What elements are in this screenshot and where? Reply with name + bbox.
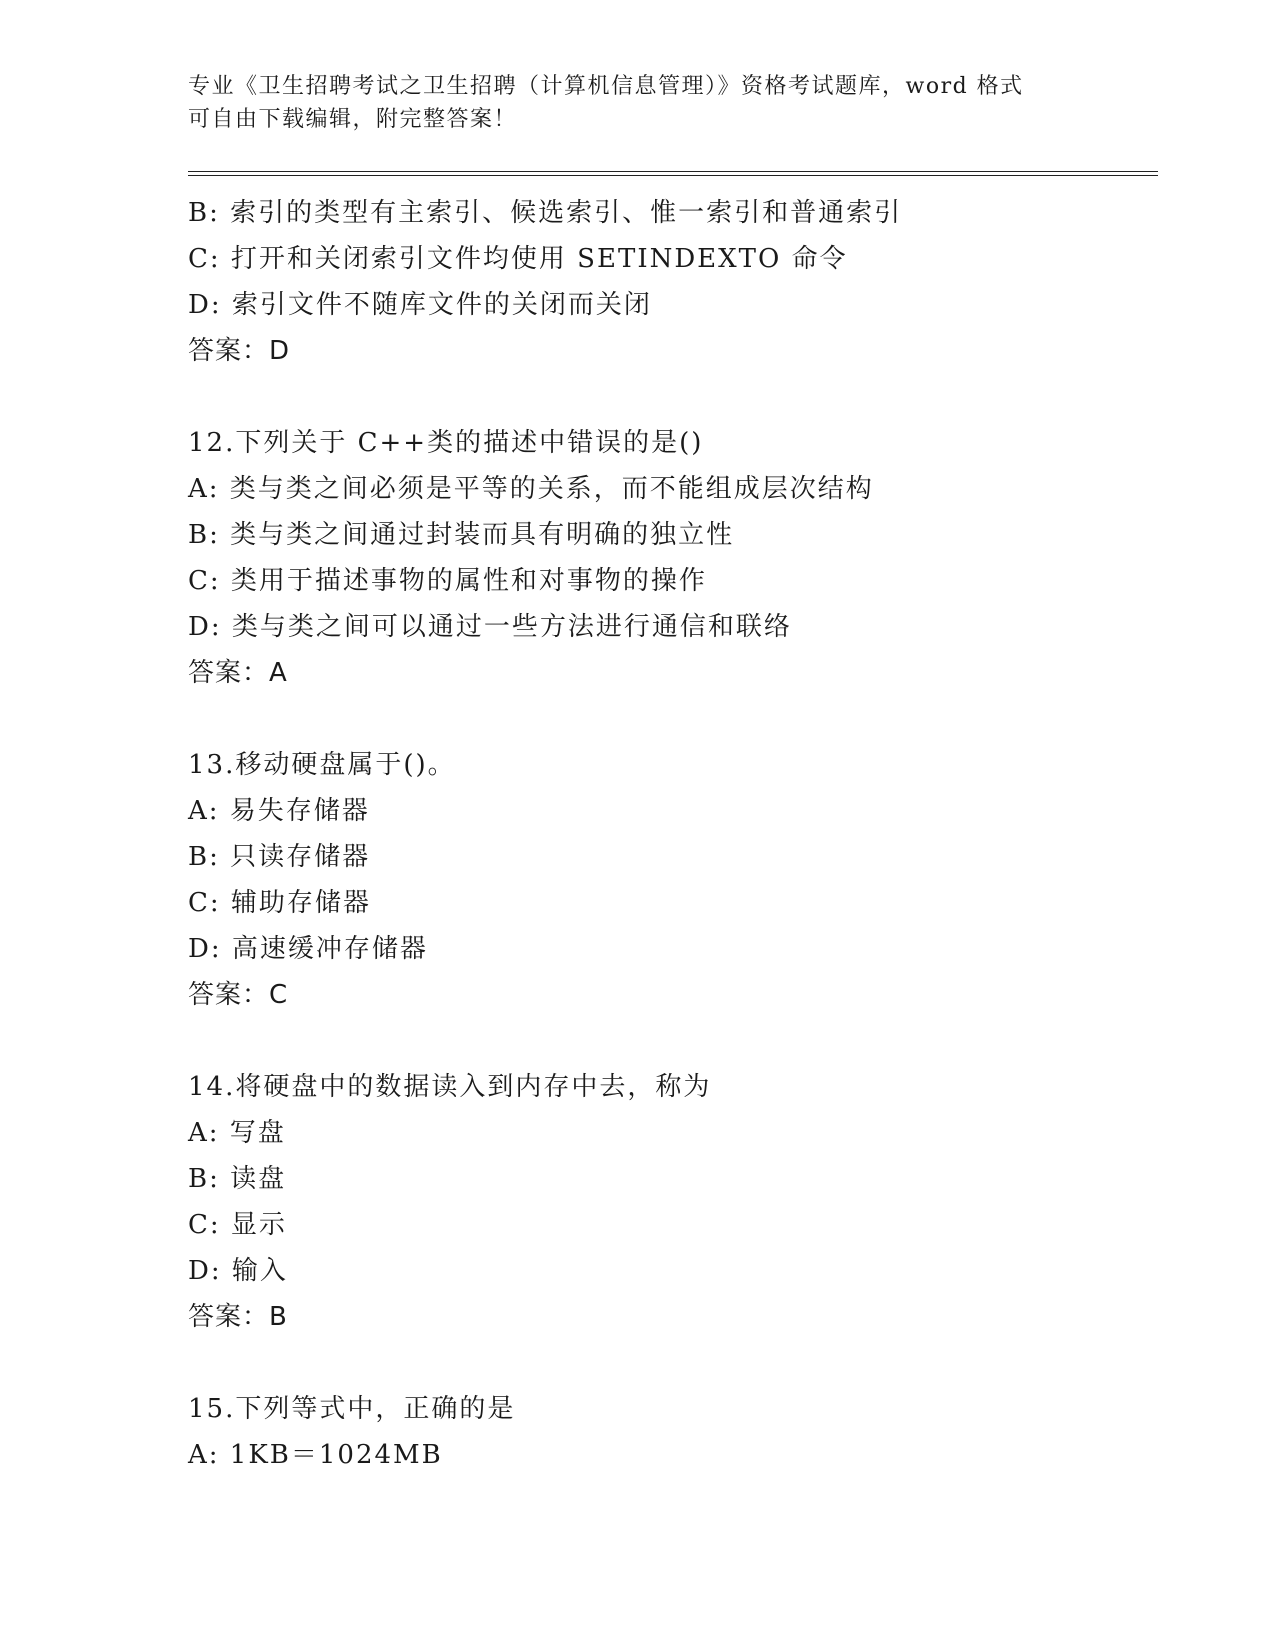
question-text: 12.下列关于 C++类的描述中错误的是() bbox=[188, 428, 704, 458]
option-a: A: 易失存储器 bbox=[188, 796, 370, 826]
spacer bbox=[188, 696, 1148, 742]
answer-line: 答案：A bbox=[188, 658, 288, 688]
option-b: B: 类与类之间通过封装而具有明确的独立性 bbox=[188, 520, 735, 550]
option-b: B: 索引的类型有主索引、候选索引、惟一索引和普通索引 bbox=[188, 198, 903, 228]
spacer bbox=[188, 1340, 1148, 1386]
header-divider-top bbox=[188, 171, 1158, 172]
option-d: D: 类与类之间可以通过一些方法进行通信和联络 bbox=[188, 612, 792, 642]
header-line-2: 可自由下载编辑，附完整答案！ bbox=[188, 107, 518, 132]
spacer bbox=[188, 1018, 1148, 1064]
question-13 bbox=[188, 742, 1148, 1018]
option-d: D: 输入 bbox=[188, 1256, 288, 1286]
option-d: D: 高速缓冲存储器 bbox=[188, 934, 428, 964]
header-divider-bottom bbox=[188, 175, 1158, 176]
answer-line: 答案：D bbox=[188, 336, 291, 366]
option-a: A: 1KB＝1024MB bbox=[188, 1440, 443, 1470]
option-c: C: 类用于描述事物的属性和对事物的操作 bbox=[188, 566, 707, 596]
option-c: C: 打开和关闭索引文件均使用 SETINDEXTO 命令 bbox=[188, 244, 848, 274]
document-header bbox=[188, 70, 1068, 136]
question-text: 14.将硬盘中的数据读入到内存中去，称为 bbox=[188, 1072, 712, 1102]
option-c: C: 显示 bbox=[188, 1210, 287, 1240]
option-d: D: 索引文件不随库文件的关闭而关闭 bbox=[188, 290, 652, 320]
question-list bbox=[188, 190, 1148, 1478]
option-b: B: 读盘 bbox=[188, 1164, 287, 1194]
question-text: 13.移动硬盘属于()。 bbox=[188, 750, 456, 780]
spacer bbox=[188, 374, 1148, 420]
option-a: A: 写盘 bbox=[188, 1118, 286, 1148]
question-text: 15.下列等式中，正确的是 bbox=[188, 1394, 516, 1424]
question-15 bbox=[188, 1386, 1148, 1478]
question-12 bbox=[188, 420, 1148, 696]
answer-line: 答案：C bbox=[188, 980, 289, 1010]
header-line-1: 专业《卫生招聘考试之卫生招聘（计算机信息管理）》资格考试题库，word 格式 bbox=[188, 74, 1024, 99]
question-11-continued bbox=[188, 190, 1148, 374]
option-b: B: 只读存储器 bbox=[188, 842, 371, 872]
option-a: A: 类与类之间必须是平等的关系，而不能组成层次结构 bbox=[188, 474, 874, 504]
question-14 bbox=[188, 1064, 1148, 1340]
option-c: C: 辅助存储器 bbox=[188, 888, 371, 918]
answer-line: 答案：B bbox=[188, 1302, 288, 1332]
